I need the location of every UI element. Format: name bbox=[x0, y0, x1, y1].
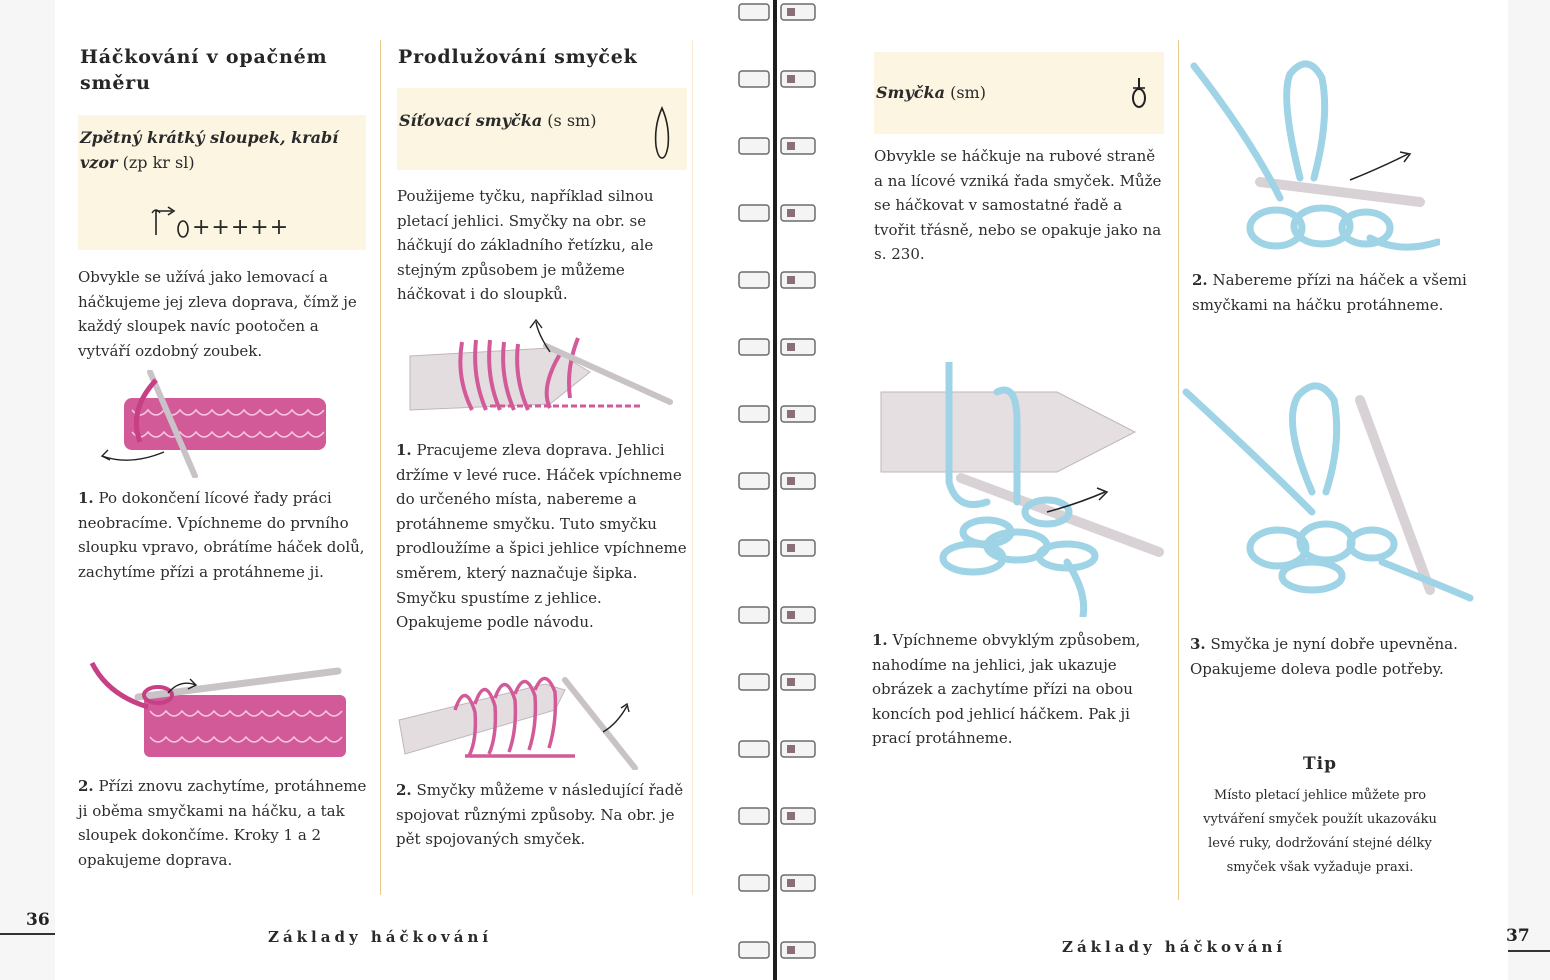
column-divider bbox=[380, 40, 381, 895]
binding-ring bbox=[739, 138, 815, 154]
page-edge-shadow bbox=[1508, 0, 1550, 980]
section-heading-elongated-loops: Prodlužování smyček bbox=[398, 46, 638, 68]
stitch-name: Síťovací smyčka bbox=[399, 111, 543, 130]
net-loop-step2 bbox=[396, 778, 692, 852]
page-number: 36 bbox=[26, 910, 50, 930]
step-text: Smyčky můžeme v následující řadě spojovat různými způsoby. Na obr. je pět spojovaných smyček. bbox=[396, 781, 684, 849]
stitch-abbreviation: (s sm) bbox=[547, 111, 597, 130]
loop-stitch-step2-illustration bbox=[1190, 58, 1440, 258]
stitch-box-title bbox=[80, 125, 340, 175]
loop-stitch-step2 bbox=[1192, 268, 1492, 317]
page-number-rule bbox=[1508, 950, 1550, 952]
binding-ring bbox=[739, 741, 815, 757]
binding-ring bbox=[739, 540, 815, 556]
loop-stitch-intro: Obvykle se háčkuje na rubové straně a na lícové vzniká řada smyček. Může se háčkovat v samostatné řadě a tvořit třásně, nebo se opakuje jako na s. 230. bbox=[874, 147, 1162, 264]
elongated-loop-symbol-icon bbox=[652, 106, 672, 160]
binding-ring bbox=[739, 942, 815, 958]
loop-stitch-step3 bbox=[1190, 632, 1490, 681]
right-page bbox=[822, 0, 1550, 980]
chain-symbol-icon bbox=[176, 219, 190, 239]
loop-stitch-symbol-icon bbox=[1128, 76, 1150, 110]
binding-ring bbox=[739, 406, 815, 422]
page-edge-shadow bbox=[0, 0, 55, 980]
binding-ring bbox=[739, 339, 815, 355]
column-divider bbox=[1178, 40, 1179, 900]
net-loop-step1 bbox=[396, 438, 692, 635]
step-number: 1. bbox=[396, 441, 412, 459]
stitch-abbreviation: (zp kr sl) bbox=[122, 153, 195, 172]
binding-ring bbox=[739, 875, 815, 891]
binding-ring bbox=[739, 473, 815, 489]
page-number: 37 bbox=[1506, 926, 1530, 946]
binding-ring bbox=[739, 808, 815, 824]
stitch-box-loop bbox=[874, 52, 1164, 134]
binding-ring bbox=[739, 607, 815, 623]
binding-ring bbox=[739, 71, 815, 87]
stitch-name: Smyčka bbox=[876, 83, 945, 102]
running-footer: Základy háčkování bbox=[1062, 938, 1287, 956]
stitch-box-title bbox=[876, 80, 1076, 105]
loop-stitch-step1-illustration bbox=[877, 362, 1177, 617]
step-text: Po dokončení lícové řady práci neobracíme. Vpíchneme do prvního sloupku vpravo, obrátíme háček dolů, zachytíme přízi a protáhneme ji. bbox=[78, 489, 365, 581]
step-text: Přízi znovu zachytíme, protáhneme ji oběma smyčkami na háčku, a tak sloupek dokončíme. Kroky 1 a 2 opakujeme doprava. bbox=[78, 777, 367, 869]
step-number: 2. bbox=[396, 781, 412, 799]
stitch-box-net-loop bbox=[397, 88, 687, 170]
binding-rings bbox=[735, 0, 822, 980]
step-number: 1. bbox=[872, 631, 888, 649]
tip-title: Tip bbox=[1303, 754, 1337, 774]
section-heading-reverse-crochet: Háčkování v opačném směru bbox=[80, 46, 328, 94]
loop-stitch-step3-illustration bbox=[1182, 382, 1488, 610]
step-number: 1. bbox=[78, 489, 94, 507]
crab-stitch-step1 bbox=[78, 486, 368, 584]
net-loop-step2-illustration bbox=[395, 660, 695, 770]
step-number: 2. bbox=[1192, 271, 1208, 289]
crab-stitch-intro: Obvykle se užívá jako lemovací a háčkujeme jej zleva doprava, čímž je každý sloupek navíc pootočen a vytváří ozdobný zoubek. bbox=[78, 268, 357, 360]
crab-stitch-step2-illustration bbox=[88, 655, 352, 765]
loop-stitch-step1 bbox=[872, 628, 1164, 751]
net-loop-step1-illustration bbox=[400, 318, 700, 428]
step-text: Smyčka je nyní dobře upevněna. Opakujeme doleva podle potřeby. bbox=[1190, 635, 1458, 678]
page-number-rule bbox=[0, 933, 55, 935]
binding-ring bbox=[739, 674, 815, 690]
stitch-box-title bbox=[399, 108, 629, 133]
spiral-binding bbox=[735, 0, 822, 980]
step-text: Nabereme přízi na háček a všemi smyčkami na háčku protáhneme. bbox=[1192, 271, 1467, 314]
crab-stitch-step2 bbox=[78, 774, 368, 872]
left-page bbox=[0, 0, 735, 980]
binding-ring bbox=[739, 205, 815, 221]
tip-text: Místo pletací jehlice můžete pro vytváření smyček použít ukazováku levé ruky, dodržování stejné délky smyček však vyžaduje praxi. bbox=[1203, 788, 1437, 875]
stitch-name: Zpětný krátký sloupek, krabí vzor bbox=[80, 128, 339, 172]
net-loop-intro: Použijeme tyčku, například silnou pletací jehlici. Smyčky na obr. se háčkují do základního řetízku, ale stejným způsobem je můžeme háčkovat i do sloupků. bbox=[397, 187, 654, 304]
crab-stitch-step1-illustration bbox=[100, 370, 332, 478]
stitch-abbreviation: (sm) bbox=[950, 83, 986, 102]
binding-ring bbox=[739, 272, 815, 288]
plus-stitch-symbols: +++++ bbox=[192, 215, 290, 240]
step-number: 3. bbox=[1190, 635, 1206, 653]
running-footer: Základy háčkování bbox=[268, 928, 493, 946]
step-text: Vpíchneme obvyklým způsobem, nahodíme na jehlici, jak ukazuje obrázek a zachytíme přízi na obou koncích pod jehlicí háčkem. Pak ji prací protáhneme. bbox=[872, 631, 1141, 748]
step-number: 2. bbox=[78, 777, 94, 795]
column-divider bbox=[692, 40, 693, 895]
stitch-box-crab-stitch bbox=[78, 115, 366, 250]
step-text: Pracujeme zleva doprava. Jehlici držíme v levé ruce. Háček vpíchneme do určeného místa, nabereme a protáhneme smyčku. Tuto smyčku prodloužíme a špici jehlice vpíchneme směrem, který naznačuje šipka. Smyčku spustíme z jehlice. Opakujeme podle návodu. bbox=[396, 441, 687, 632]
binding-ring bbox=[739, 4, 815, 20]
